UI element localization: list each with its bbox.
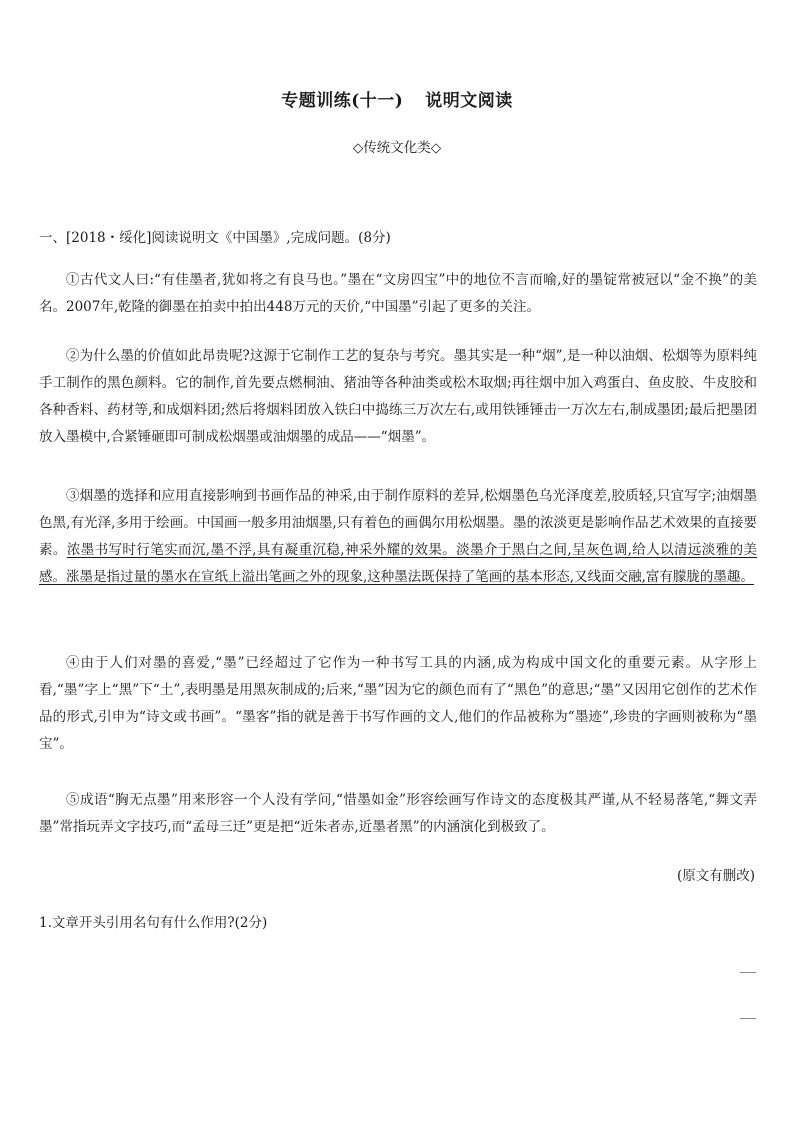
source-note: (原文有删改)	[676, 868, 755, 884]
article-paragraph-5: ⑤成语“胸无点墨”用来形容一个人没有学问,“惜墨如金”形容绘画写作诗文的态度极其严谨,从不轻易落笔,“舞文弄墨”常指玩弄文字技巧,而“孟母三迁”更是把“近朱者赤,近墨者黑”的内涵演化到极致了。	[39, 792, 757, 835]
subquestion-1: 1.文章开头引用名句有什么作用?(2分)	[39, 915, 268, 931]
section-subtitle: ◇传统文化类◇	[352, 140, 442, 156]
paragraph-3-text: ③烟墨的选择和应用直接影响到书画作品的神采,由于制作原料的差异,松烟墨色乌光泽度差,胶质轻,只宜写字;油烟墨色黑,有光泽,多用于绘画。中国画一般多用油烟墨,只有着色的画偶尔用松烟墨。墨的浓淡更是影响作品艺术效果的直接要素。	[39, 488, 757, 558]
title-part-2: 说明文阅读	[425, 91, 513, 111]
page-title	[0, 86, 794, 111]
paragraph-3-underlined-text: 浓墨书写时行笔实而沉,墨不浮,具有凝重沉稳,神采外耀的效果。淡墨介于黑白之间,呈灰色调,给人以清远淡雅的美感。涨墨是指过量的墨水在宣纸上溢出笔画之外的现象,这种墨法既保持了笔画的基本形态,又线面交融,富有朦胧的墨趣。	[39, 542, 758, 585]
article-paragraph-1: ①古代文人曰:“有佳墨者,犹如将之有良马也。”墨在“文房四宝”中的地位不言而喻,好的墨锭常被冠以“金不换”的美名。2007年,乾隆的御墨在拍卖中拍出448万元的天价,“中国墨”引起了更多的关注。	[39, 272, 757, 315]
answer-line[interactable]	[740, 972, 756, 973]
title-part-1: 专题训练(十一)	[281, 91, 404, 111]
article-paragraph-3	[39, 483, 757, 591]
question-heading: 一、[2018・绥化]阅读说明文《中国墨》,完成问题。(8分)	[39, 230, 391, 246]
article-paragraph-4: ④由于人们对墨的喜爱,“墨”已经超过了它作为一种书写工具的内涵,成为构成中国文化的重要元素。从字形上看,“墨”字上“黑”下“土”,表明墨是用黑灰制成的;后来,“墨”因为它的颜色而有了“黑色”的意思;“墨”又因用它创作的艺术作品的形式,引申为“诗文或书画”。“墨客”指的就是善于书写作画的文人,他们的作品被称为“墨迹”,珍贵的字画则被称为“墨宝”。	[39, 655, 757, 752]
article-paragraph-2: ②为什么墨的价值如此昂贵呢?这源于它制作工艺的复杂与考究。墨其实是一种“烟”,是一种以油烟、松烟等为原料纯手工制作的黑色颜料。它的制作,首先要点燃桐油、猪油等各种油类或松木取烟;再往烟中加入鸡蛋白、鱼皮胶、牛皮胶和各种香料、药材等,和成烟料团;然后将烟料团放入铁臼中捣练三万次左右,或用铁锤锤击一万次左右,制成墨团;最后把墨团放入墨模中,合紧锤砸即可制成松烟墨或油烟墨的成品——“烟墨”。	[39, 348, 757, 445]
answer-line[interactable]	[740, 1018, 756, 1019]
